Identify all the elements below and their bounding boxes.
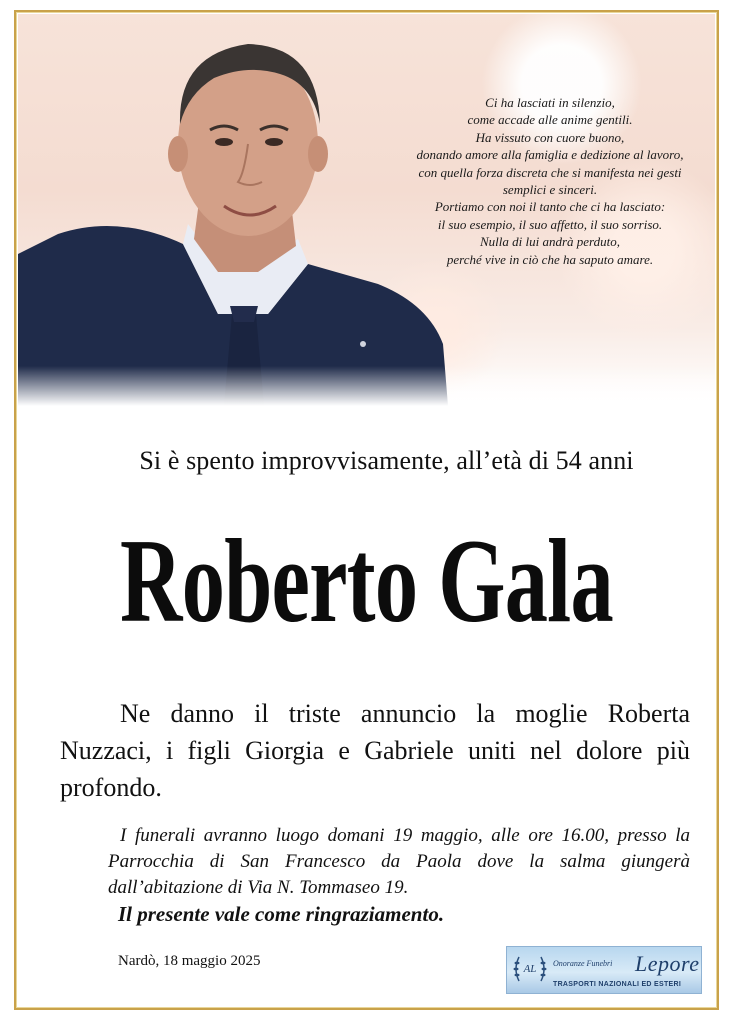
deceased-name: Roberto Gala xyxy=(120,514,613,647)
announcement-text: Ne danno il triste annuncio la moglie Roberta Nuzzaci, i figli Giorgia e Gabriele uniti nel dolore più profondo. xyxy=(60,699,690,802)
poem-line: Portiamo con noi il tanto che ci ha lasciato: xyxy=(434,199,666,215)
logo-brand-name: Lepore xyxy=(635,951,700,976)
poem-line: semplici e sinceri. xyxy=(502,182,598,198)
poem-line: Ha vissuto con cuore buono, xyxy=(475,129,625,145)
laurel-emblem-icon xyxy=(511,951,549,985)
header-fade xyxy=(18,366,715,406)
death-subtitle: Si è spento improvvisamente, all’età di 54 anni xyxy=(139,446,634,475)
poem-line: donando amore alla famiglia e dedizione al lavoro, xyxy=(416,147,684,163)
place-date: Nardò, 18 maggio 2025 xyxy=(118,953,261,969)
logo-subtitle: TRASPORTI NAZIONALI ED ESTERI xyxy=(553,981,682,988)
poem-line: come accade alle anime gentili. xyxy=(467,112,633,128)
funeral-home-logo xyxy=(506,946,702,994)
poem-line: con quella forza discreta che si manifesta nei gesti xyxy=(418,164,682,180)
poem xyxy=(370,94,715,268)
emblem-letters: AL xyxy=(523,963,537,975)
poem-line: Ci ha lasciati in silenzio, xyxy=(485,95,615,110)
header-photo-area xyxy=(18,14,715,406)
poem-line: il suo esempio, il suo affetto, il suo sorriso. xyxy=(437,216,663,232)
poem-line: Nulla di lui andrà perduto, xyxy=(480,234,620,250)
poem-line: perché vive in ciò che ha saputo amare. xyxy=(446,251,654,267)
funeral-details: I funerali avranno luogo domani 19 maggio, alle ore 16.00, presso la Parrocchia di San Francesco da Paola dove la salma giungerà dall’abitazione di Via N. Tommaseo 19. xyxy=(108,825,690,898)
logo-small-text: Onoranze Funebri xyxy=(553,959,613,968)
thanks-line: Il presente vale come ringraziamento. xyxy=(118,902,445,926)
